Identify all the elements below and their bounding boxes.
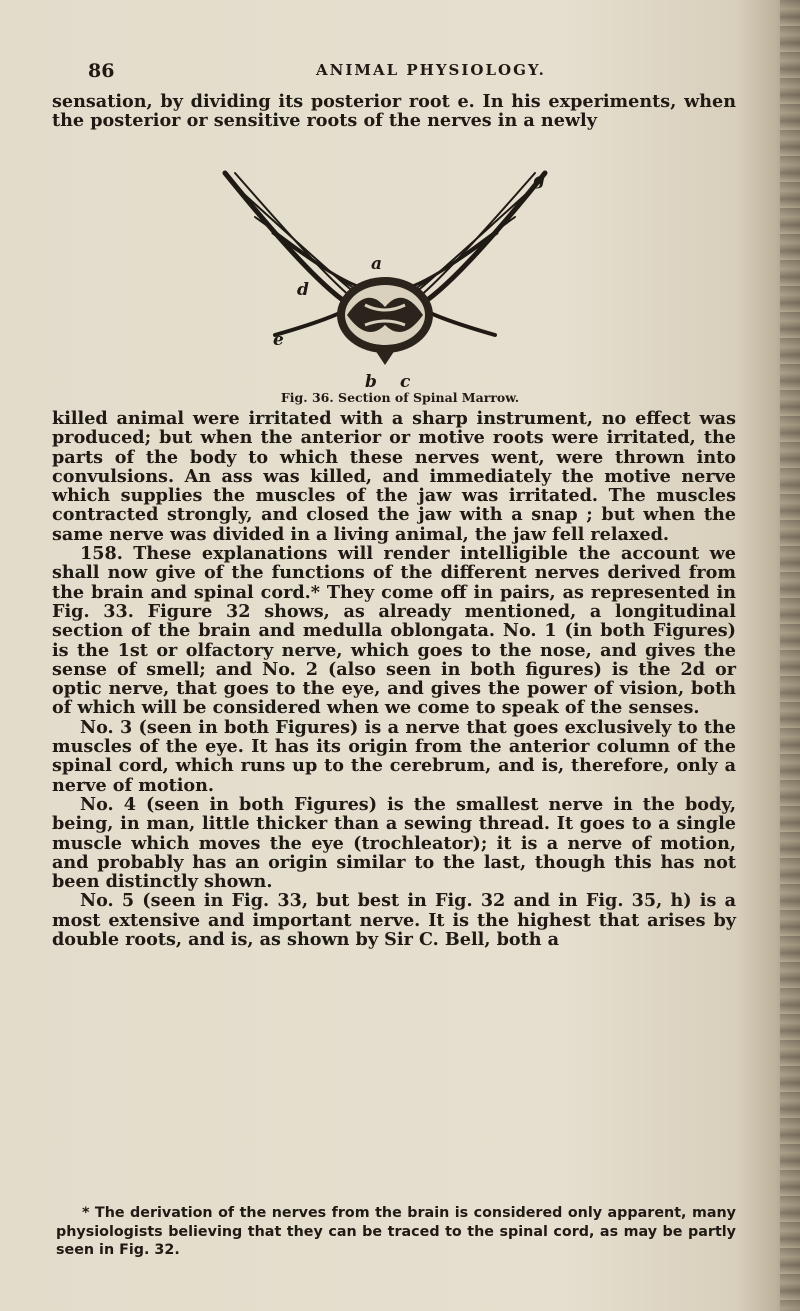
label-b: b — [365, 372, 377, 392]
paragraph-158: 158. These explanations will render intelligible the account we shall now give of the functions of the different nerves derived from the brain and spinal cord.* They come off in pairs, as represented in Fig. 33. Figure 32 shows, as already mentioned, a longitudinal section of the brain and medulla oblongata. No. 1 (in both Figures) is the 1st or olfactory nerve, which goes to the nose, and gives the sense of smell; and No. 2 (also seen in both figures) is the 2d or optic nerve, that goes to the eye, and gives the power of vision, both of which will be considered when we come to speak of the senses. — [52, 543, 736, 719]
label-d: d — [297, 280, 309, 300]
label-e: e — [273, 330, 284, 350]
spinal-marrow-figure — [215, 165, 555, 395]
label-c: c — [400, 372, 411, 392]
page-header — [88, 60, 728, 86]
page-edge — [780, 0, 800, 1311]
running-title: ANIMAL PHYSIOLOGY. — [316, 61, 546, 79]
paragraph-no4: No. 4 (seen in both Figures) is the smallest nerve in the body, being, in man, little thicker than a sewing thread. It goes to a single muscle which moves the eye (trochleator); it is a nerve of motion, and probably has an origin similar to the last, though this has not been distinctly shown. — [52, 793, 736, 893]
label-g: g — [533, 170, 545, 190]
footnote: * The derivation of the nerves from the brain is considered only apparent, many physiologists believing that they can be traced to the spinal cord, as may be partly seen in Fig. 32. — [56, 1205, 736, 1258]
main-text-block — [52, 409, 736, 949]
paragraph-intro: sensation, by dividing its posterior root e. In his experiments, when the posterior or sensitive roots of the nerves in a newly — [52, 91, 736, 132]
label-a: a — [371, 254, 383, 274]
figure-caption: Fig. 36. Section of Spinal Marrow. — [280, 390, 520, 405]
page-number: 86 — [88, 60, 115, 82]
paragraph-no5: No. 5 (seen in Fig. 33, but best in Fig. 32 and in Fig. 35, h) is a most extensive and important nerve. It is the highest that arises by double roots, and is, as shown by Sir C. Bell, both a — [52, 890, 736, 951]
paragraph-continued: killed animal were irritated with a sharp instrument, no effect was produced; but when the anterior or motive roots were irritated, the parts of the body to which these nerves went, were thrown into convulsions. An ass was killed, and immediately the motive nerve which supplies the muscles of the jaw was irritated. The muscles contracted strongly, and closed the jaw with a snap ; but when the same nerve was divided in a living animal, the jaw fell relaxed. — [52, 408, 736, 545]
paragraph-no3: No. 3 (seen in both Figures) is a nerve that goes exclusively to the muscles of the eye. It has its origin from the anterior column of the spinal cord, which runs up to the cerebrum, and is, therefore, only a nerve of motion. — [52, 716, 736, 796]
